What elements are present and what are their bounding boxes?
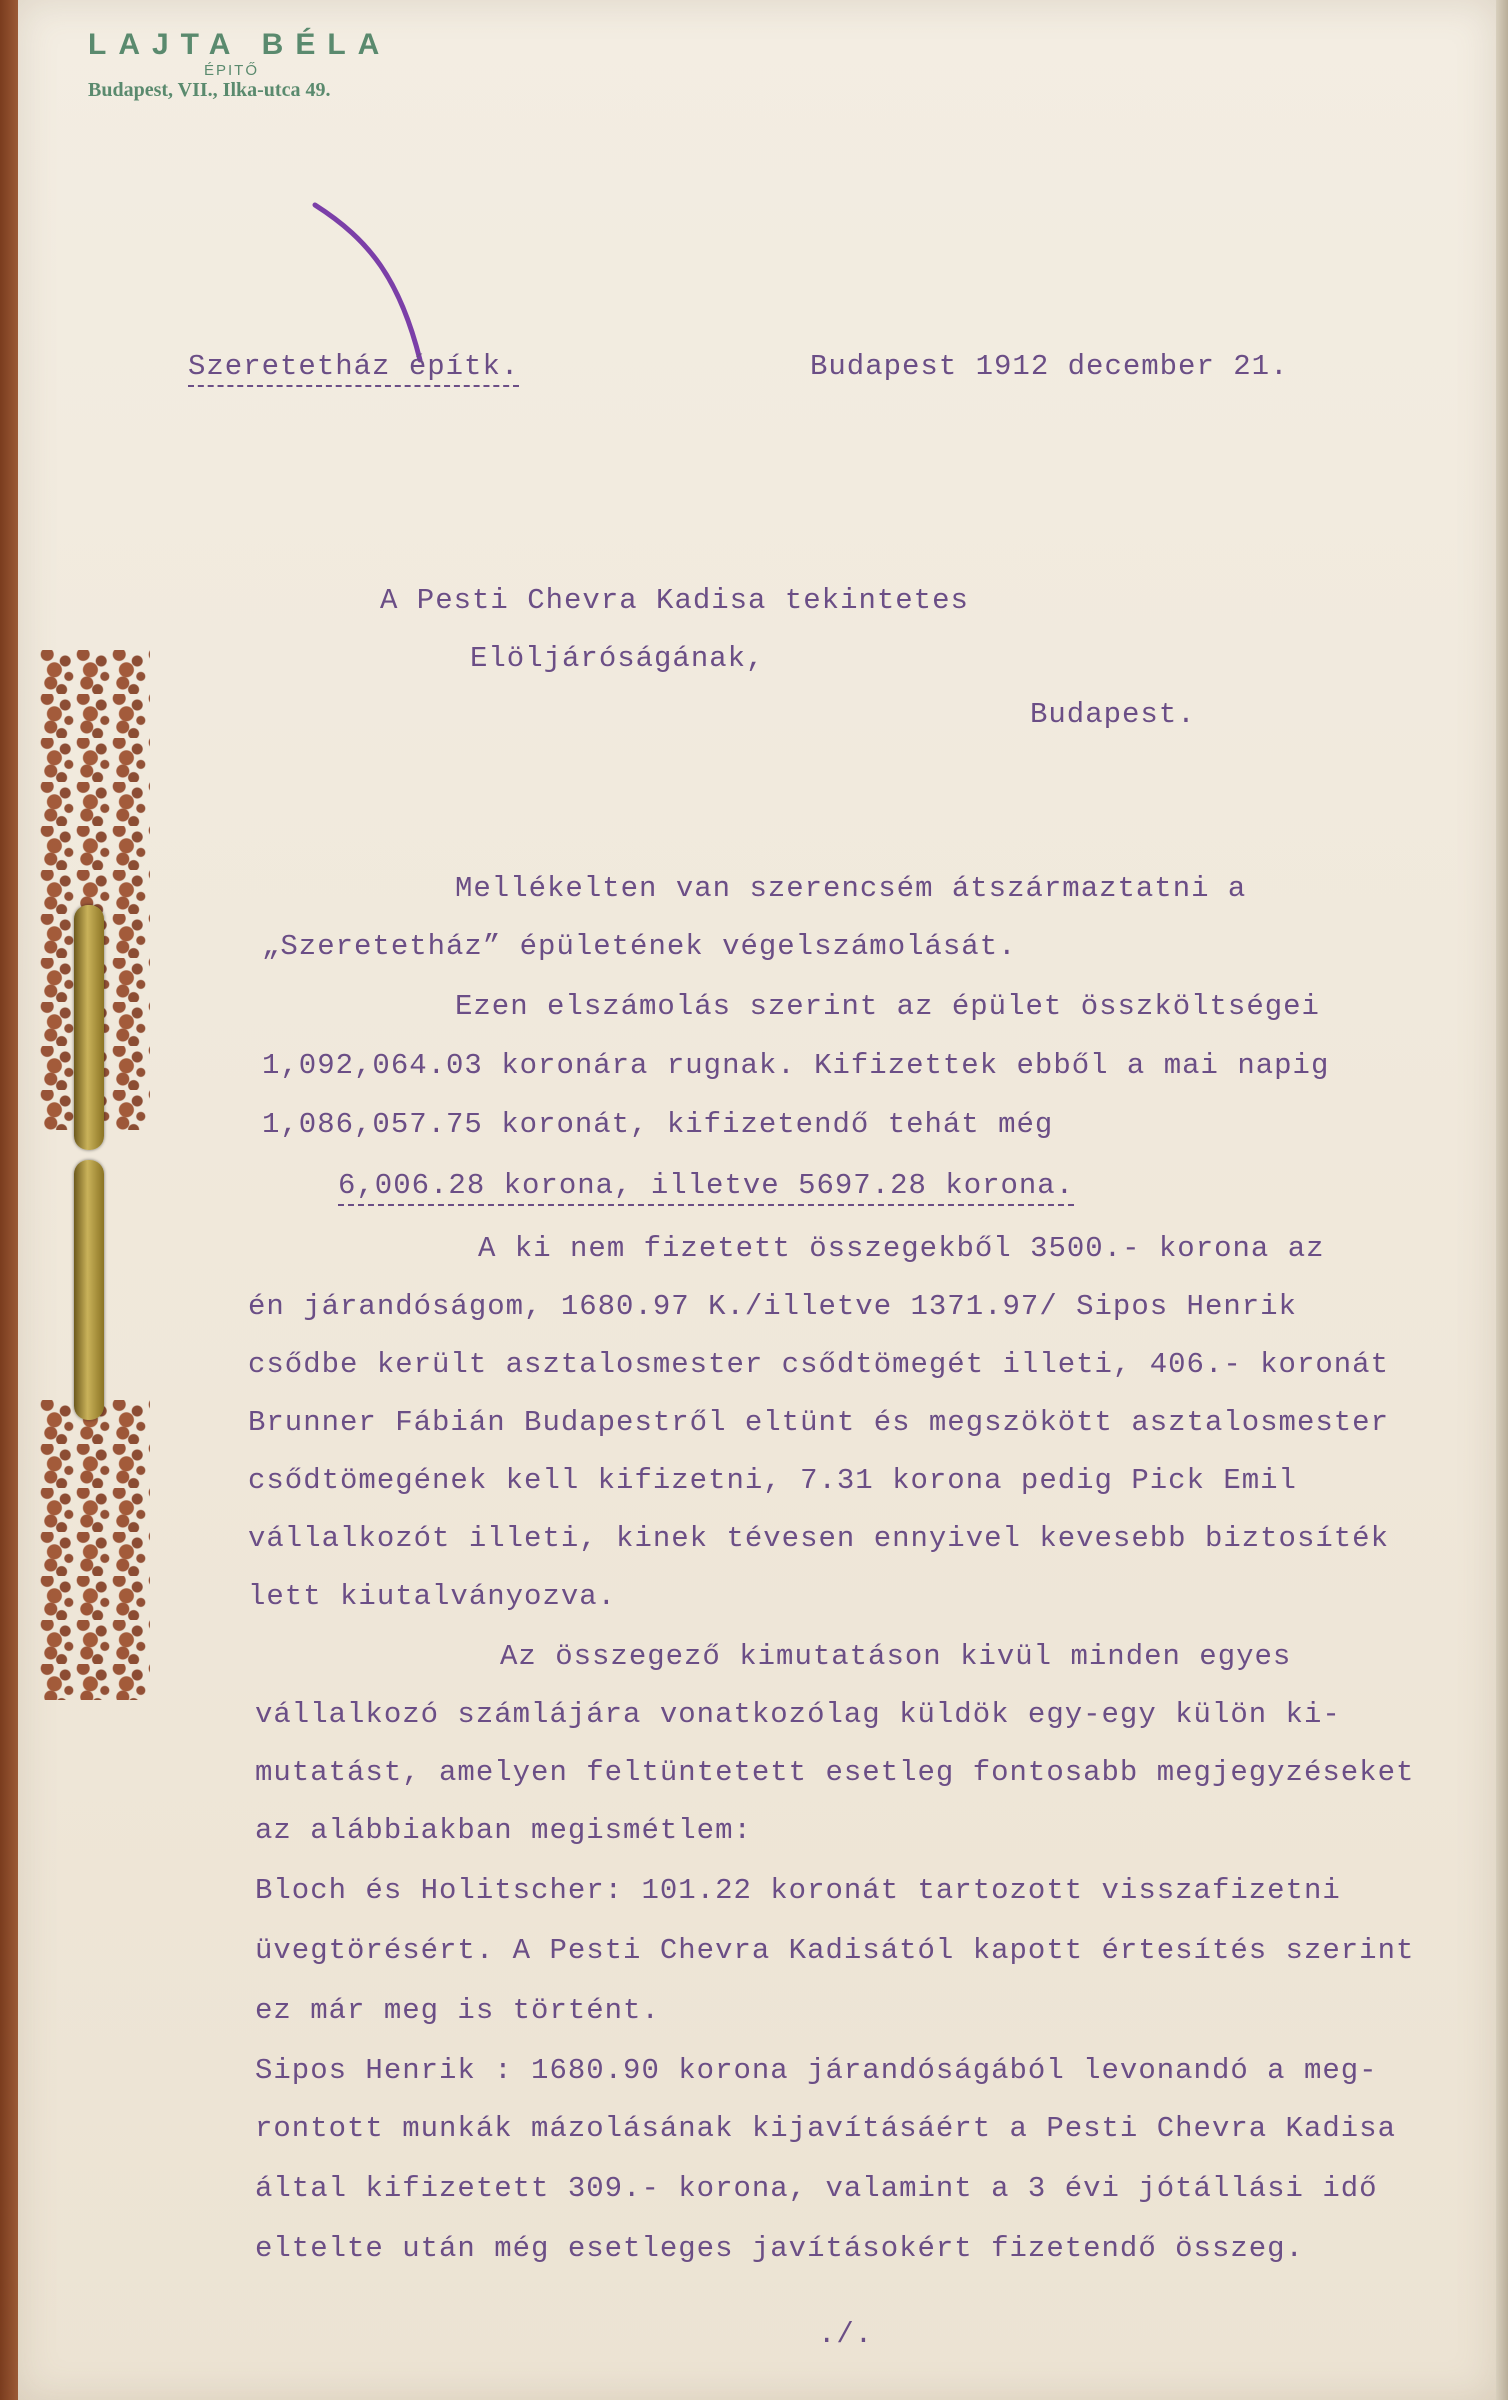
body-line: rontott munkák mázolásának kijavításáért a Pesti Chevra Kadisa	[255, 2112, 1396, 2145]
body-line: Mellékelten van szerencsém átszármaztatni a	[455, 872, 1247, 905]
body-line: Bloch és Holitscher: 101.22 koronát tartozott visszafizetni	[255, 1874, 1341, 1907]
binder-clip	[74, 1160, 104, 1420]
body-line: vállalkozót illeti, kinek tévesen ennyivel kevesebb biztosíték	[248, 1522, 1389, 1555]
body-line: csődtömegének kell kifizetni, 7.31 korona pedig Pick Emil	[248, 1464, 1297, 1497]
body-line: eltelte után még esetleges javításokért fizetendő összeg.	[255, 2232, 1304, 2265]
addressee-line2: Elöljáróságának,	[470, 642, 765, 675]
body-line: ez már meg is történt.	[255, 1994, 660, 2027]
body-line: mutatást, amelyen feltüntetett esetleg fontosabb megjegyzéseket	[255, 1756, 1415, 1789]
paper-edge	[1496, 0, 1508, 2400]
body-line: vállalkozó számlájára vonatkozólag küldök egy-egy külön ki-	[255, 1698, 1341, 1731]
body-line: én járandóságom, 1680.97 K./illetve 1371.97/ Sipos Henrik	[248, 1290, 1297, 1323]
body-line: „Szeretetház” épületének végelszámolását.	[262, 930, 1017, 963]
architect-stamp	[88, 28, 428, 102]
body-line: Brunner Fábián Budapestről eltünt és megszökött asztalosmester	[248, 1406, 1389, 1439]
body-line: 1,092,064.03 koronára rugnak. Kifizettek ebből a mai napig	[262, 1049, 1330, 1082]
addressee-city: Budapest.	[1030, 698, 1196, 731]
body-line: csődbe került asztalosmester csődtömegét illeti, 406.- koronát	[248, 1348, 1389, 1381]
pen-mark	[310, 200, 470, 370]
page-continuation-mark: ./.	[818, 2318, 874, 2351]
binding-spine	[0, 0, 18, 2400]
body-line: Sipos Henrik : 1680.90 korona járandóságából levonandó a meg-	[255, 2054, 1378, 2087]
body-line: üvegtörésért. A Pesti Chevra Kadisától kapott értesítés szerint	[255, 1934, 1415, 1967]
place-date: Budapest 1912 december 21.	[810, 350, 1289, 383]
body-line: az alábbiakban megismétlem:	[255, 1814, 752, 1847]
stamp-name: LAJTA BÉLA	[88, 28, 392, 61]
body-line: Ezen elszámolás szerint az épület összköltségei	[455, 990, 1320, 1023]
stamp-address: Budapest, VII., Ilka-utca 49.	[88, 79, 331, 101]
rust-stain	[40, 1400, 150, 1700]
binder-clip	[74, 905, 104, 1150]
body-line: A ki nem fizetett összegekből 3500.- korona az	[478, 1232, 1325, 1265]
body-line: lett kiutalványozva.	[248, 1580, 617, 1613]
body-line: 1,086,057.75 koronát, kifizetendő tehát még	[262, 1108, 1054, 1141]
reference-line: Szeretetház építk.	[188, 350, 519, 387]
body-line-total: 6,006.28 korona, illetve 5697.28 korona.	[338, 1169, 1074, 1206]
body-line: által kifizetett 309.- korona, valamint a 3 évi jótállási idő	[255, 2172, 1378, 2205]
body-line: Az összegező kimutatáson kivül minden egyes	[500, 1640, 1292, 1673]
stamp-role: ÉPITŐ	[204, 62, 260, 79]
addressee-line1: A Pesti Chevra Kadisa tekintetes	[380, 584, 969, 617]
